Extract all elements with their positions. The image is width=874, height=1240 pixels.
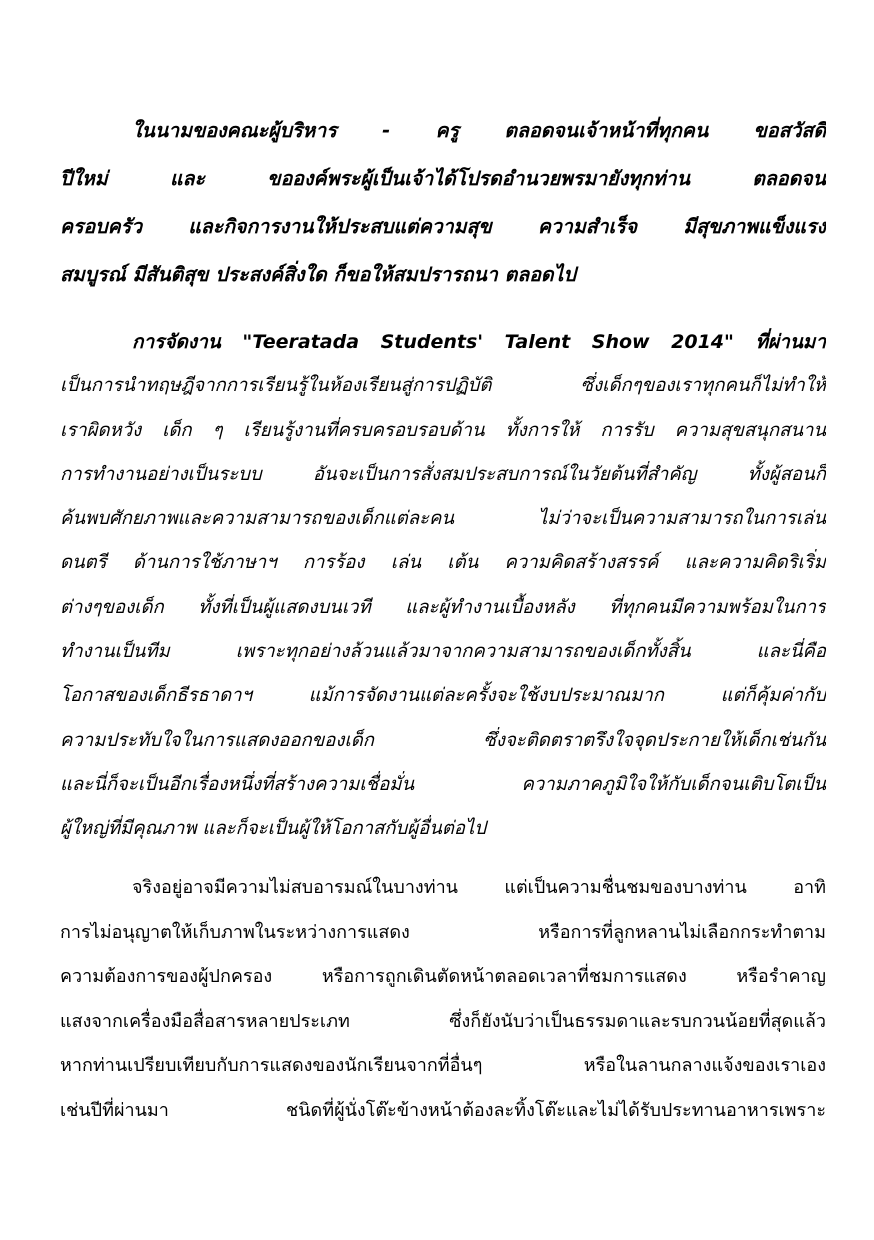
text-line: การจัดงาน "Teeratada Students' Talent Show 2014" ที่ผ่านมา bbox=[132, 331, 826, 353]
text-line: การทำงานอย่างเป็นระบบ อันจะเป็นการสั่งสมประสบการณ์ในวัยต้นที่สำคัญ ทั้งผู้สอนก็ bbox=[60, 463, 826, 485]
text-line: โอกาสของเด็กธีรธาดาฯ แม้การจัดงานแต่ละครั้งจะใช้งบประมาณมาก แต่ก็คุ้มค่ากับ bbox=[60, 685, 826, 707]
text-line: และนี่ก็จะเป็นอีกเรื่องหนึ่งที่สร้างความเชื่อมั่น ความภาคภูมิใจให้กับเด็กจนเติบโตเป็น bbox=[60, 773, 826, 795]
text-line: ความประทับใจในการแสดงออกของเด็ก ซึ่งจะติดตราตรึงใจจุดประกายให้เด็กเช่นกัน bbox=[60, 729, 826, 751]
text-line: ปีใหม่ และ ขอองค์พระผู้เป็นเจ้าได้โปรดอำนวยพรมายังทุกท่าน ตลอดจน bbox=[60, 167, 826, 190]
text-line: ครอบครัว และกิจการงานให้ประสบแต่ความสุข ความสำเร็จ มีสุขภาพแข็งแรง bbox=[60, 215, 826, 238]
text-line: การไม่อนุญาตให้เก็บภาพในระหว่างการแสดง หรือการที่ลูกหลานไม่เลือกกระทำตาม bbox=[60, 921, 826, 943]
text-line: สมบูรณ์ มีสันติสุข ประสงค์สิ่งใด ก็ขอให้สมปรารถนา ตลอดไป bbox=[60, 263, 576, 286]
text-line: จริงอยู่อาจมีความไม่สบอารมณ์ในบางท่าน แต่เป็นความชื่นชมของบางท่าน อาทิ bbox=[132, 877, 826, 898]
text-line: เราผิดหวัง เด็ก ๆ เรียนรู้งานที่ครบครอบรอบด้าน ทั้งการให้ การรับ ความสุขสนุกสนาน bbox=[60, 419, 826, 441]
text-line: เช่นปีที่ผ่านมา ชนิดที่ผู้นั่งโต๊ะข้างหน้าต้องละทิ้งโต๊ะและไม่ได้รับประทานอาหารเพราะ bbox=[60, 1099, 826, 1121]
text-line: ทำงานเป็นทีม เพราะทุกอย่างล้วนแล้วมาจากความสามารถของเด็กทั้งสิ้น และนี่คือ bbox=[60, 641, 826, 663]
text-line: ความต้องการของผู้ปกครอง หรือการถูกเดินตัดหน้าตลอดเวลาที่ชมการแสดง หรือรำคาญ bbox=[60, 966, 826, 988]
text-line: ผู้ใหญ่ที่มีคุณภาพ และก็จะเป็นผู้ให้โอกาสกับผู้อื่นต่อไป bbox=[60, 818, 487, 840]
text-line: เป็นการนำทฤษฎีจากการเรียนรู้ในห้องเรียนสู่การปฏิบัติ ซึ่งเด็กๆของเราทุกคนก็ไม่ทำให้ bbox=[60, 375, 826, 397]
text-line: แสงจากเครื่องมือสื่อสารหลายประเภท ซึ่งก็ยังนับว่าเป็นธรรมดาและรบกวนน้อยที่สุดแล้ว bbox=[60, 1010, 826, 1032]
text-line: ค้นพบศักยภาพและความสามารถของเด็กแต่ละคน ไม่ว่าจะเป็นความสามารถในการเล่น bbox=[60, 508, 826, 530]
talent-show-paragraph bbox=[60, 322, 826, 854]
text-line: ในนามของคณะผู้บริหาร - ครู ตลอดจนเจ้าหน้าที่ทุกคน ขอสวัสดี bbox=[132, 119, 826, 142]
text-line: ดนตรี ด้านการใช้ภาษาฯ การร้อง เล่น เต้น ความคิดสร้างสรรค์ และความคิดริเริ่ม bbox=[60, 552, 826, 574]
text-line: หากท่านเปรียบเทียบกับการแสดงของนักเรียนจากที่อื่นๆ หรือในลานกลางแจ้งของเราเอง bbox=[60, 1055, 826, 1077]
audience-conduct-paragraph bbox=[60, 868, 826, 1136]
greeting-paragraph bbox=[60, 110, 826, 302]
text-line: ต่างๆของเด็ก ทั้งที่เป็นผู้แสดงบนเวที และผู้ทำงานเบื้องหลัง ที่ทุกคนมีความพร้อมในการ bbox=[60, 596, 826, 618]
